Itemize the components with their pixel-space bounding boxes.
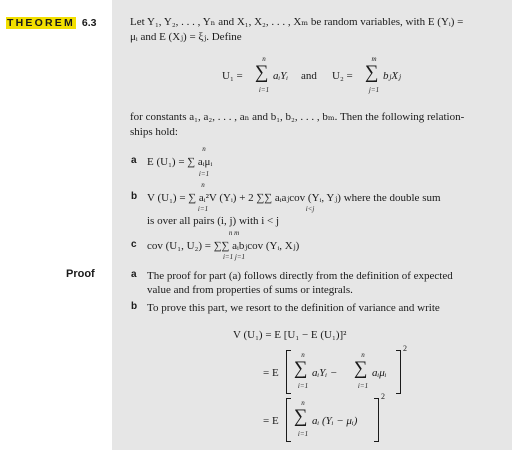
def-u1-term: aᵢYᵢ [273, 70, 289, 82]
proof-eq2-sup: 2 [403, 344, 407, 353]
proof-a-line1: The proof for part (a) follows directly from the definition of expected [147, 270, 453, 282]
sum-u1-bottom: i=1 [258, 86, 270, 94]
def-u2-lhs: U₂ = [332, 70, 353, 82]
item-b-continuation: is over all pairs (i, j) with i < j [147, 215, 280, 227]
proof-eq1: V (U₁) = E [U₁ − E (U₁)]² [233, 329, 347, 341]
eq2-left-bracket [286, 350, 291, 394]
def-and: and [301, 70, 317, 82]
eq3-right-bracket [374, 398, 379, 442]
eq2-sum2-bottom: i=1 [357, 382, 369, 390]
eq2-sum2-symbol: ∑ [354, 358, 368, 379]
proof-eq3-prefix: = E [263, 415, 279, 427]
theorem-word: THEOREM [7, 17, 75, 29]
item-b-sum-top: n [201, 181, 205, 189]
eq2-sum1-symbol: ∑ [294, 358, 308, 379]
def-u2-term: bⱼXⱼ [383, 70, 402, 82]
item-a-formula: E (U₁) = ∑ aᵢμᵢ [147, 156, 213, 168]
sum-u1-top: n [262, 55, 266, 63]
proof-b-label: b [131, 301, 138, 312]
theorem-intro-line2: μᵢ and E (Xⱼ) = ξⱼ. Define [130, 31, 242, 43]
eq3-sum-top: n [301, 399, 305, 407]
eq2-sum1-bottom: i=1 [297, 382, 309, 390]
item-a-label: a [131, 155, 137, 166]
proof-label: Proof [66, 268, 95, 280]
item-b-label: b [131, 191, 138, 202]
item-c-sum-top: n m [228, 229, 240, 237]
eq3-sum-symbol: ∑ [294, 406, 308, 427]
item-b-sum-bottom: i=1 [197, 205, 209, 213]
proof-b-line1: To prove this part, we resort to the definition of variance and write [147, 302, 440, 314]
eq2-right-bracket [396, 350, 401, 394]
eq2-sum1-top: n [301, 351, 305, 359]
eq3-left-bracket [286, 398, 291, 442]
proof-eq2-prefix: = E [263, 367, 279, 379]
constants-line2: ships hold: [130, 126, 178, 138]
item-a-sum-bottom: i=1 [198, 170, 210, 178]
proof-a-line2: value and from properties of sums or integrals. [147, 284, 353, 296]
theorem-label [6, 16, 100, 30]
item-c-sum-bottom: i=1 j=1 [222, 253, 246, 261]
eq3-sum-bottom: i=1 [297, 430, 309, 438]
constants-line1: for constants a₁, a₂, . . . , aₙ and b₁, b₂, . . . , bₘ. Then the following relation- [130, 111, 465, 123]
item-c-formula: cov (U₁, U₂) = ∑∑ aᵢbⱼcov (Yᵢ, Xⱼ) [147, 240, 300, 252]
item-b-formula: V (U₁) = ∑ aᵢ²V (Yᵢ) + 2 ∑∑ aᵢaⱼcov (Yᵢ, Yⱼ) where the double sum [147, 192, 441, 204]
item-a-sum-top: n [202, 145, 206, 153]
proof-eq3-sup: 2 [381, 392, 385, 401]
item-c-label: c [131, 239, 137, 250]
proof-eq2-term1: aᵢYᵢ − [312, 367, 338, 379]
proof-eq2-term2: aᵢμᵢ [372, 367, 387, 379]
proof-eq3-term: aᵢ (Yᵢ − μᵢ) [312, 415, 358, 427]
sum-symbol-u2: ∑ [365, 62, 379, 83]
theorem-intro-line1: Let Y₁, Y₂, . . . , Yₙ and X₁, X₂, . . . , Xₘ be random variables, with E (Yᵢ) = [130, 16, 464, 28]
theorem-number: 6.3 [81, 17, 97, 29]
eq2-sum2-top: n [361, 351, 365, 359]
sum-symbol-u1: ∑ [255, 62, 269, 83]
sum-u2-top: m [371, 55, 377, 63]
def-u1-lhs: U₁ = [222, 70, 243, 82]
proof-a-label: a [131, 269, 137, 280]
sum-u2-bottom: j=1 [368, 86, 380, 94]
item-b-sum2-bottom: i<j [305, 205, 315, 213]
